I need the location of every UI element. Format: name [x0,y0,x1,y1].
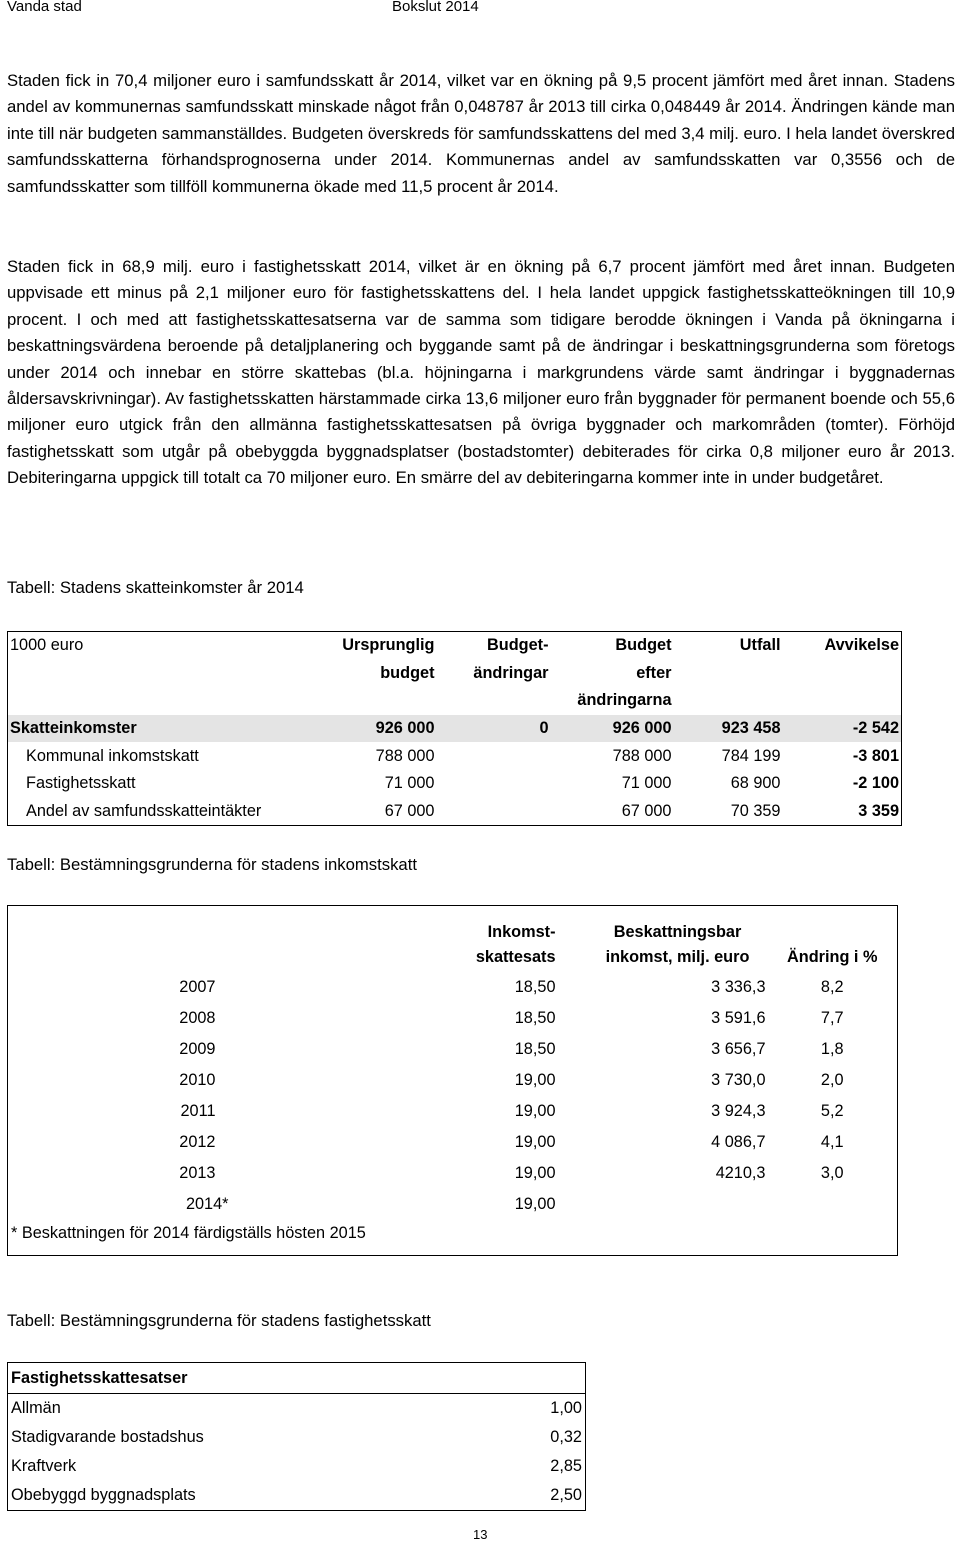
table-row [8,1065,898,1096]
cell-ursprunglig: 788 000 [375,746,435,765]
col-skattesats-header-line-2: skattesats [475,948,556,966]
col-efter-header-3: ändringarna [577,691,672,710]
cell-efter: 926 000 [551,715,674,743]
col-andringar-header-2: ändringar [473,663,549,682]
col-utfall-header: Utfall [739,636,781,655]
table1-header-row-2 [8,660,902,688]
cell-rate: 2,85 [550,1457,582,1475]
col-skattesats-header-line-1: Inkomst- [487,923,556,941]
cell-year: 2014* [185,1195,229,1213]
cell-income [558,1189,768,1220]
property-tax-rates-table [7,1362,586,1511]
row-label: Andel av samfundsskatteintäkter [26,801,262,820]
table-row [8,1003,898,1034]
cell-efter: 67 000 [621,801,672,820]
table2-caption: Tabell: Bestämningsgrunderna för stadens inkomstskatt [7,855,417,874]
row-label: Stadigvarande bostadshus [11,1428,204,1446]
cell-ursprunglig: 926 000 [300,715,437,743]
cell-year: 2011 [180,1102,216,1120]
cell-change: 2,0 [820,1071,844,1089]
row-label: Allmän [11,1399,61,1417]
row-label: Kraftverk [11,1457,77,1475]
table2-footnote: * Beskattningen för 2014 färdigställs hösten 2015 [11,1224,366,1242]
cell-rate: 2,50 [550,1486,582,1504]
cell-change [768,1189,898,1220]
row-label: Kommunal inkomstskatt [26,746,199,765]
table-row [8,1394,586,1424]
cell-income: 3 656,7 [711,1040,766,1058]
header-organization: Vanda stad [7,0,82,15]
table2-header-row [8,906,898,973]
cell-ursprunglig: 71 000 [384,774,435,793]
table3-header-row [8,1363,586,1394]
row-label: Obebyggd byggnadsplats [11,1486,196,1504]
cell-andringar: 0 [437,715,551,743]
col-ursprunglig-header: Ursprunglig [342,636,435,655]
col-inkomst-header-line-2: inkomst, milj. euro [605,948,750,966]
table-row [8,1127,898,1158]
table-row [8,1158,898,1189]
cell-rate: 19,00 [514,1164,556,1182]
cell-rate: 19,00 [514,1071,556,1089]
cell-rate: 19,00 [514,1133,556,1151]
income-tax-basis-table [7,905,898,1256]
cell-rate: 18,50 [514,1040,556,1058]
table-row [8,1034,898,1065]
table1-unit: 1000 euro [10,636,84,655]
table-row [8,1481,586,1511]
cell-utfall: 923 458 [674,715,783,743]
table1-header-row-3 [8,687,902,715]
cell-efter: 71 000 [621,774,672,793]
page-header [0,0,960,14]
cell-rate: 18,50 [514,1009,556,1027]
col-andringar-header: Budget- [487,636,549,655]
cell-utfall: 70 359 [730,801,781,820]
table3-header: Fastighetsskattesatser [8,1363,586,1394]
col-inkomst-header-line-1: Beskattningsbar [613,923,742,941]
tax-income-table [7,631,902,826]
cell-avvikelse: -2 100 [852,774,899,793]
table3-caption: Tabell: Bestämningsgrunderna för stadens fastighetsskatt [7,1311,431,1330]
table-row [8,972,898,1003]
table-row [8,742,902,770]
table1-header-row-1 [8,632,902,660]
cell-year: 2010 [179,1071,216,1089]
table-row [8,1189,898,1220]
cell-utfall: 784 199 [721,746,781,765]
table1-caption: Tabell: Stadens skatteinkomster år 2014 [7,578,304,597]
col-efter-header: Budget [615,636,672,655]
cell-andringar [437,798,551,826]
cell-utfall: 68 900 [730,774,781,793]
cell-efter: 788 000 [612,746,672,765]
cell-change: 5,2 [820,1102,844,1120]
cell-rate: 1,00 [550,1399,582,1417]
col-skattesats-header [300,906,558,973]
cell-year: 2008 [179,1009,216,1027]
cell-income: 4 086,7 [711,1133,766,1151]
cell-change: 7,7 [820,1009,844,1027]
cell-avvikelse: -3 801 [852,746,899,765]
cell-year: 2013 [179,1164,216,1182]
cell-income: 4210,3 [715,1164,766,1182]
cell-year: 2009 [179,1040,216,1058]
row-label: Skatteinkomster [8,715,300,743]
cell-change: 8,2 [820,978,844,996]
cell-change: 3,0 [820,1164,844,1182]
paragraph-fastighetsskatt: Staden fick in 68,9 milj. euro i fastighetsskatt 2014, vilket är en ökning på 6,7 procent jämfört med året innan. Budgeten uppvisade ett minus på 2,1 miljoner euro för fastighetsskattens del. I hela landet uppgick fastighetsskatteökningen till 10,9 procent. I och med att fastighetsskattesatserna var de samma som tidigare berodde ökningen i Vanda på ökningarna i beskattningsvärdena beroende på detaljplanering och byggande samt på de ändringar i beskattningsgrunderna som företogs under 2014 och innebar en större skattebas (bl.a. höjningarna i markgrundens värde samt ändringar i byggnadernas åldersavskrivningar). Av fastighetsskatten härstammade cirka 13,6 miljoner euro från byggnader för permanent boende och 55,6 miljoner euro utgick från den allmänna fastighetsskattesatsen på övriga byggnader och markområden (tomter). Förhöjd fastighetsskatt som utgår på obebyggda byggnadsplatser (bostadstomter) debiterades för cirka 0,8 miljoner euro år 2013. Debiteringarna uppgick till totalt ca 70 miljoner euro. En smärre del av debiteringarna kommer inte in under budgetåret. [7,257,955,488]
cell-andringar [437,742,551,770]
table2-footnote-row [8,1220,898,1256]
col-efter-header-2: efter [636,663,672,682]
cell-rate: 19,00 [514,1195,556,1213]
cell-income: 3 591,6 [711,1009,766,1027]
row-label: Fastighetsskatt [26,774,136,793]
col-andring-header: Ändring i % [787,948,878,966]
cell-avvikelse: 3 359 [858,801,899,820]
cell-income: 3 924,3 [711,1102,766,1120]
cell-year: 2012 [179,1133,216,1151]
page-number: 13 [473,1527,488,1542]
table-row [8,770,902,798]
cell-rate: 18,50 [514,978,556,996]
cell-avvikelse: -2 542 [783,715,902,743]
cell-year: 2007 [179,978,216,996]
table-row [8,1096,898,1127]
table-row [8,798,902,826]
col-avvikelse-header: Avvikelse [824,636,899,655]
cell-rate: 19,00 [514,1102,556,1120]
cell-rate: 0,32 [550,1428,582,1446]
cell-ursprunglig: 67 000 [384,801,435,820]
table-row [8,1452,586,1481]
cell-andringar [437,770,551,798]
col-ursprunglig-header-2: budget [380,663,435,682]
cell-income: 3 336,3 [711,978,766,996]
col-inkomst-header [558,906,768,973]
cell-change: 1,8 [820,1040,844,1058]
table-row [8,1423,586,1452]
cell-change: 4,1 [820,1133,844,1151]
table-row [8,715,902,743]
paragraph-samfundsskatt: Staden fick in 70,4 miljoner euro i samfundsskatt år 2014, vilket var en ökning på 9,5 procent jämfört med året innan. Stadens andel av kommunernas samfundsskatt minskade något från 0,048787 år 2013 till cirka 0,048449 år 2014. Ändringen kände man inte till när budgeten sammanställdes. Budgeten överskreds för samfundsskattens del med 3,4 milj. euro. I hela landet överskred samfundsskatterna förhandsprognoserna under 2014. Kommunernas andel av samfundsskatten var 0,3556 och de samfundsskatter som tillföll kommunerna ökade med 11,5 procent år 2014. [7,71,955,196]
header-document-title: Bokslut 2014 [392,0,479,15]
cell-income: 3 730,0 [711,1071,766,1089]
